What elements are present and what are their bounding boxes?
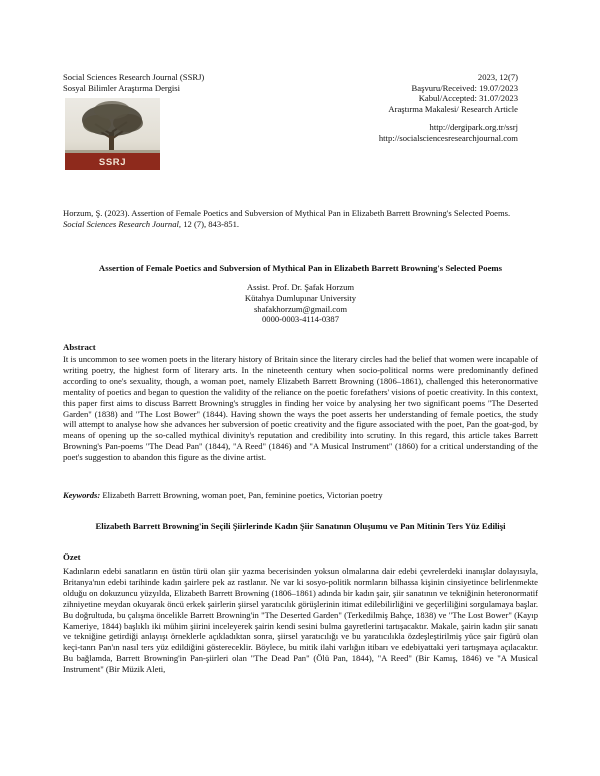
journal-header-right — [298, 72, 518, 144]
volume-issue: 2023, 12(7) — [477, 72, 518, 82]
ozet-text: Kadınların edebi sanatların en üstün türü olan şiir yazma becerisinden yoksun olmalarına dair edebi çevrelerdeki inanışlar dolayısıyla, Britanya'nın edebi tarihinde kadın şairlere pek az rastlanır. Ne var ki sosyo-politik normların bilhassa kişinin cinsiyetince belirlenmekte olduğu on dokuzuncu yüzyılda, Elizabeth Barrett Browning (1806–1861) adında bir kadın şair, şiir sanatının ve tekniğinin heteronormatif zihniyetine meydan okuyarak öncü erkek şairlerin şiirsel yaratıcılık görüşlerinin itimat edilebilirliğini ve geçerliliğini sorgulamaya başlar. Bu doğrultuda, bu çalışma öncelikle Barrett Browning'in "The Deserted Garden" (Terkedilmiş Bahçe, 1838) ve "The Lost Bower" (Kayıp Kameriye, 1844) başlıklı iki mühim şiirini inceleyerek şairin kendi sesini bulma gayretlerini tartışacaktır. Makale, şairin kadın şiir sanatı ve tekniğine getirdiği anlayışı örneklerle açıkladıktan sonra, şiirsel yaratıcılığı ve bu yaratıcılıkla özdeşleştirilmiş yüce şair figürü olan keçi-tanrı Pan'ın nasıl ters yüz edildiğini göstereceklir. Böylece, bu mitik ilahi varlığın itibarı ve edebiyattaki yeri tartışmaya açılacaktır. Bu bağlamda, Barrett Browning'in Pan-şiirleri olan "The Dead Pan" (Ölü Pan, 1844), "A Reed" (Bir Kamış, 1846) ve "A Musical Instrument" (Bir Müzik Aleti, — [63, 566, 538, 675]
author-name: Assist. Prof. Dr. Şafak Horzum — [246, 282, 355, 292]
author-email[interactable]: shafakhorzum@gmail.com — [253, 303, 348, 314]
ozet-heading: Özet — [63, 552, 81, 562]
citation-text: Horzum, Ş. (2023). Assertion of Female Poetics and Subversion of Mythical Pan in Elizabeth Barrett Browning's Selected Poems. — [63, 208, 511, 218]
journal-logo — [65, 98, 160, 170]
journal-name-tr: Sosyal Bilimler Araştırma Dergisi — [63, 82, 181, 93]
logo-label: SSRJ — [98, 157, 127, 168]
citation-pages: , 12 (7), 843-851. — [178, 219, 240, 229]
abstract-text: It is uncommon to see women poets in the literary history of Britain since the literary circles had the belief that women were incapable of writing poetry, the highest form of literary arts. In the nineteenth century when socio-political norms were predominantly defined according to one's sexuality, though, a woman poet, namely Elizabeth Barrett Browning (1806–1861), challenged this heteronormative mentality of poetics and began to question the validity of the reliance on the poetic forefathers' visions of poetic creativity. In this context, this paper first aims to discuss Barrett Browning's struggles in finding her voice by analysing her two significant poems "The Deserted Garden" (1838) and "The Lost Bower" (1844). Having shown the ways the poet asserts her understanding of female poetics, the study will attempt to analyse how she advances her subversion of poetic creativity and the figure associated with the poet, Pan the goat-god, by means of opening up the so-called mythical divinity's reputation and credibility into scrutiny. In this regard, this article takes Barrett Browning's Pan-poems "The Dead Pan" (1844), "A Reed" (1846) and "A Musical Instrument" (1860) for a critical understanding of the poet's suggestion to abandon this figure as the divine artist. — [63, 354, 538, 463]
accepted-date: Kabul/Accepted: 31.07/2023 — [418, 93, 518, 104]
dergipark-link[interactable]: http://dergipark.org.tr/ssrj — [429, 122, 518, 133]
journal-header-left — [63, 72, 204, 93]
keywords-label: Keywords: — [63, 490, 101, 500]
received-date: Başvuru/Received: 19.07/2023 — [411, 82, 518, 93]
abstract-heading: Abstract — [63, 342, 96, 352]
citation — [63, 208, 531, 230]
citation-journal: Social Sciences Research Journal — [63, 219, 179, 229]
author-orcid: 0000-0003-4114-0387 — [261, 314, 340, 325]
journal-name-en: Social Sciences Research Journal (SSRJ) — [63, 72, 205, 82]
author-affiliation: Kütahya Dumlupınar University — [244, 292, 357, 303]
article-title-tr: Elizabeth Barrett Browning'in Seçili Şiirlerinde Kadın Şiir Sanatının Oluşumu ve Pan Mitinin Ters Yüz Edilişi — [95, 521, 506, 531]
journal-website-link[interactable]: http://socialsciencesresearchjournal.com — [378, 132, 518, 143]
keywords — [63, 490, 538, 501]
author-block — [63, 282, 538, 325]
article-type: Araştırma Makalesi/ Research Article — [388, 103, 518, 114]
article-title-en: Assertion of Female Poetics and Subversion of Mythical Pan in Elizabeth Barrett Browning's Selected Poems — [98, 263, 503, 273]
keywords-list: Elizabeth Barrett Browning, woman poet, Pan, feminine poetics, Victorian poetry — [100, 490, 383, 500]
